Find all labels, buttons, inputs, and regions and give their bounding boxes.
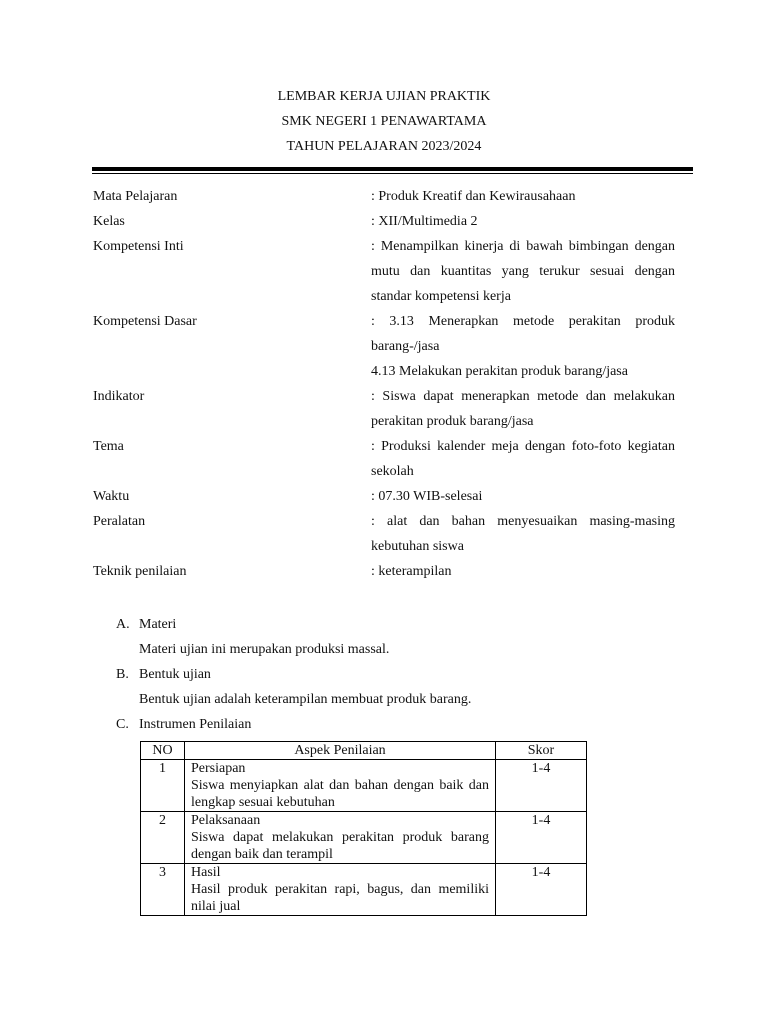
info-value: : keterampilan	[371, 564, 452, 579]
info-label: Kelas	[93, 214, 125, 229]
info-value: : 07.30 WIB-selesai	[371, 489, 483, 504]
row-aspek-title: Pelaksanaan	[191, 813, 261, 828]
section-b-body: Bentuk ujian adalah keterampilan membuat produk barang.	[139, 692, 472, 707]
info-label: Indikator	[93, 389, 145, 404]
header-year: TAHUN PELAJARAN 2023/2024	[286, 139, 482, 154]
info-value: : Siswa dapat menerapkan metode dan melakukan perakitan produk barang/jasa	[371, 389, 675, 429]
info-label: Teknik penilaian	[93, 564, 187, 579]
info-row-tema	[93, 434, 675, 484]
info-row-kompetensi-inti	[93, 234, 675, 309]
document-header	[0, 86, 768, 161]
info-value	[371, 309, 675, 384]
section-a-body: Materi ujian ini merupakan produksi massal.	[139, 642, 390, 657]
header-rule-thin	[92, 173, 693, 174]
info-label: Mata Pelajaran	[93, 189, 178, 204]
section-letter: C.	[116, 717, 129, 732]
info-value-line: : 3.13 Menerapkan metode perakitan produk barang-/jasa	[371, 314, 675, 354]
info-label: Kompetensi Dasar	[93, 314, 197, 329]
info-value: : XII/Multimedia 2	[371, 214, 478, 229]
header-title: LEMBAR KERJA UJIAN PRAKTIK	[277, 89, 491, 104]
info-value-line: 4.13 Melakukan perakitan produk barang/jasa	[371, 364, 628, 379]
header-no: NO	[141, 742, 185, 760]
info-block	[93, 184, 675, 584]
section-title: Instrumen Penilaian	[139, 717, 252, 732]
info-row-indikator	[93, 384, 675, 434]
info-label: Tema	[93, 439, 124, 454]
info-label: Kompetensi Inti	[93, 239, 184, 254]
header-school: SMK NEGERI 1 PENAWARTAMA	[281, 114, 487, 129]
section-letter: B.	[116, 667, 129, 682]
table-row	[141, 760, 587, 812]
row-aspek	[185, 812, 496, 864]
section-title: Bentuk ujian	[139, 667, 211, 682]
info-row-teknik-penilaian	[93, 559, 675, 584]
info-row-waktu	[93, 484, 675, 509]
row-aspek	[185, 760, 496, 812]
section-letter: A.	[116, 617, 130, 632]
info-value: : Produksi kalender meja dengan foto-foto kegiatan sekolah	[371, 439, 675, 479]
header-rule-thick	[92, 167, 693, 171]
section-a-heading	[116, 612, 696, 637]
section-title: Materi	[139, 617, 177, 632]
header-aspek: Aspek Penilaian	[185, 742, 496, 760]
header-skor: Skor	[496, 742, 587, 760]
row-skor: 1-4	[496, 864, 587, 916]
info-label: Waktu	[93, 489, 130, 504]
info-row-kelas	[93, 209, 675, 234]
row-aspek-desc: Siswa menyiapkan alat dan bahan dengan baik dan lengkap sesuai kebutuhan	[191, 778, 489, 810]
row-skor: 1-4	[496, 812, 587, 864]
row-aspek-desc: Hasil produk perakitan rapi, bagus, dan memiliki nilai jual	[191, 882, 489, 914]
section-c-heading	[116, 712, 696, 737]
table-row	[141, 812, 587, 864]
table-row	[141, 864, 587, 916]
row-aspek-desc: Siswa dapat melakukan perakitan produk barang dengan baik dan terampil	[191, 830, 489, 862]
info-row-peralatan	[93, 509, 675, 559]
row-no: 1	[141, 760, 185, 812]
sections	[116, 612, 696, 737]
row-aspek	[185, 864, 496, 916]
info-row-mata-pelajaran	[93, 184, 675, 209]
row-no: 2	[141, 812, 185, 864]
info-label: Peralatan	[93, 514, 146, 529]
info-value: : alat dan bahan menyesuaikan masing-masing kebutuhan siswa	[371, 514, 675, 554]
row-aspek-title: Persiapan	[191, 761, 246, 776]
table-header-row	[141, 742, 587, 760]
info-value: : Menampilkan kinerja di bawah bimbingan dengan mutu dan kuantitas yang terukur sesuai dengan standar kompetensi kerja	[371, 239, 675, 304]
info-value: : Produk Kreatif dan Kewirausahaan	[371, 189, 576, 204]
section-b-heading	[116, 662, 696, 687]
row-no: 3	[141, 864, 185, 916]
row-aspek-title: Hasil	[191, 865, 221, 880]
info-row-kompetensi-dasar	[93, 309, 675, 384]
row-skor: 1-4	[496, 760, 587, 812]
assessment-table	[140, 741, 587, 916]
